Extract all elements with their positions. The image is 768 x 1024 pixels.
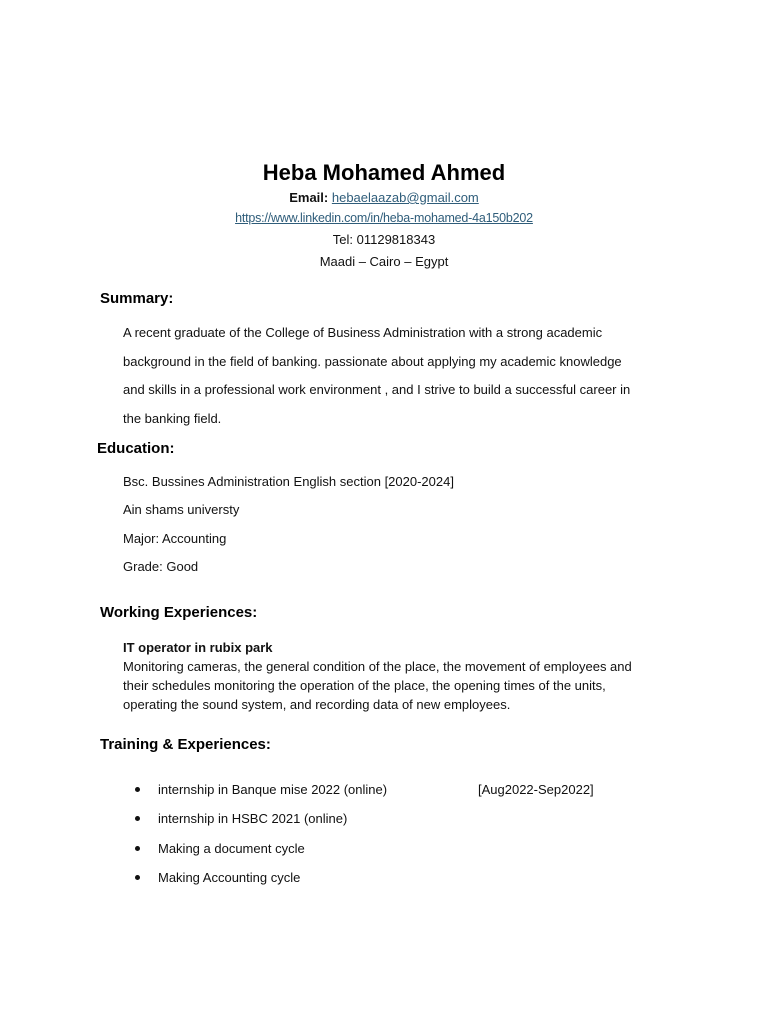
bullet-icon	[135, 816, 140, 821]
training-item-text: internship in Banque mise 2022 (online)	[158, 782, 388, 797]
resume-header	[0, 158, 768, 272]
education-degree: Bsc. Bussines Administration English section [2020-2024]	[123, 474, 454, 489]
training-item-text: Making Accounting cycle	[158, 869, 301, 885]
training-list	[123, 775, 683, 892]
bullet-icon	[135, 875, 140, 880]
training-item-text: Making a document cycle	[158, 840, 305, 856]
training-item-date: [Aug2022-Sep2022]	[478, 782, 594, 797]
email-line	[0, 188, 768, 208]
education-grade: Grade: Good	[123, 558, 199, 574]
summary-line: background in the field of banking. passionate about applying my academic knowledge	[123, 353, 622, 369]
email-label: Email:	[289, 190, 329, 205]
job-description	[123, 657, 668, 714]
work-title: Working Experiences:	[100, 604, 258, 621]
candidate-name: Heba Mohamed Ahmed	[262, 160, 506, 185]
job-description-line: their schedules monitoring the operation of the place, the opening times of the units,	[123, 678, 606, 693]
summary-line: the banking field.	[123, 410, 222, 426]
education-list	[123, 468, 668, 581]
bullet-icon	[135, 787, 140, 792]
summary-text	[123, 319, 668, 433]
training-item-text: internship in HSBC 2021 (online)	[158, 811, 348, 827]
linkedin-line	[0, 208, 768, 228]
address: Maadi – Cairo – Egypt	[319, 254, 449, 269]
list-item	[123, 863, 683, 892]
work-entry	[123, 638, 668, 714]
email-link[interactable]: hebaelaazab@gmail.com	[331, 190, 479, 205]
education-title: Education:	[97, 440, 175, 457]
job-title: IT operator in rubix park	[123, 640, 273, 655]
phone-number: Tel: 01129818343	[332, 232, 436, 247]
summary-line: and skills in a professional work environment , and I strive to build a successful career in	[123, 382, 631, 397]
education-major: Major: Accounting	[123, 530, 227, 546]
job-description-line: Monitoring cameras, the general condition of the place, the movement of employees and	[123, 659, 632, 674]
summary-title: Summary:	[100, 290, 174, 307]
education-university: Ain shams universty	[123, 502, 240, 518]
list-item	[123, 834, 683, 863]
bullet-icon	[135, 846, 140, 851]
training-title: Training & Experiences:	[100, 736, 271, 753]
summary-line: A recent graduate of the College of Business Administration with a strong academic	[123, 325, 603, 340]
job-description-line: operating the sound system, and recording data of new employees.	[123, 697, 511, 712]
list-item	[123, 775, 683, 804]
linkedin-link[interactable]: https://www.linkedin.com/in/heba-mohamed-4a150b202	[235, 211, 533, 225]
list-item	[123, 804, 683, 833]
